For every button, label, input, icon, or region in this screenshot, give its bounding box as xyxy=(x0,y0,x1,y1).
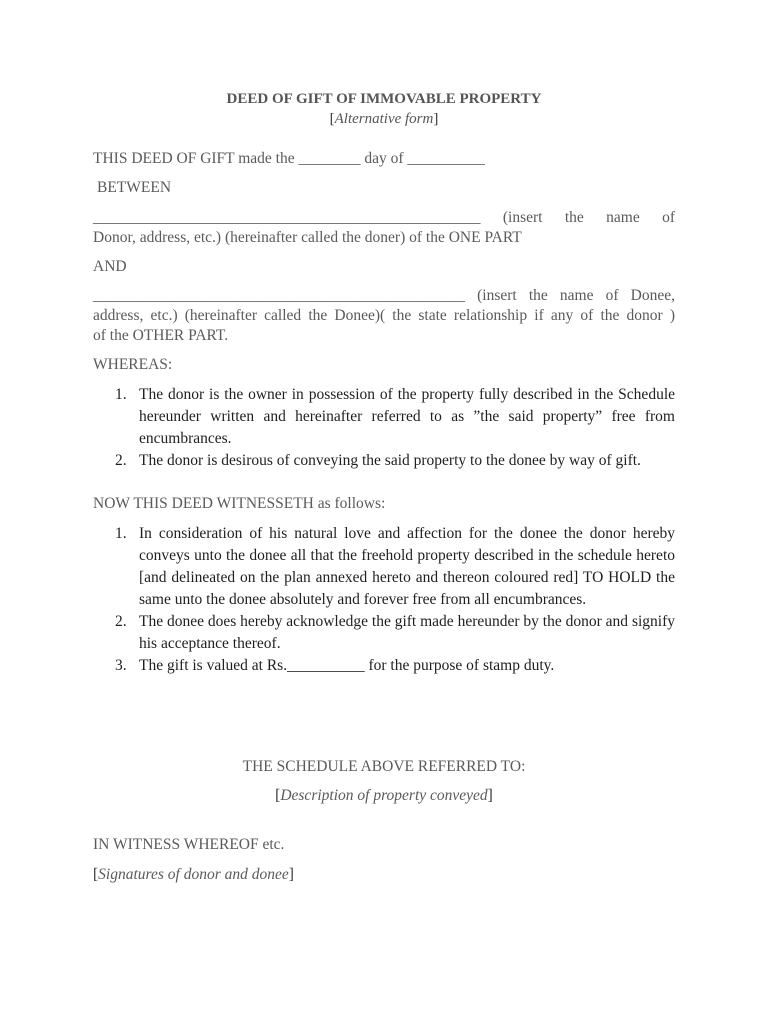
whereas-list xyxy=(93,384,675,472)
and-label: AND xyxy=(93,258,127,275)
donor-line-2: Donor, address, etc.) (hereinafter called the doner) of the ONE PART xyxy=(93,229,522,246)
schedule-desc-text: Description of property conveyed xyxy=(280,787,488,804)
signatures-text: Signatures of donor and donee xyxy=(98,866,289,883)
donor-line-1: __________________________________________________ (insert the name of xyxy=(93,209,675,226)
document-subtitle xyxy=(93,109,675,129)
schedule-close-bracket: ] xyxy=(487,787,493,804)
item-text: In consideration of his natural love and affection for the donee the donor hereby conveys unto the donee all that the freehold property described in the schedule hereto [and delineated on the plan annexed hereto and thereon coloured red] TO HOLD the same unto the donee absolutely and forever free from all encumbrances. xyxy=(139,525,675,608)
intro-line: THIS DEED OF GIFT made the ________ day of __________ xyxy=(93,150,485,167)
list-item xyxy=(93,384,675,450)
document-title: DEED OF GIFT OF IMMOVABLE PROPERTY xyxy=(226,91,542,107)
witness-list xyxy=(93,523,675,677)
item-text: The donor is desirous of conveying the said property to the donee by way of gift. xyxy=(139,452,641,469)
list-item xyxy=(93,523,675,611)
in-witness-line: IN WITNESS WHEREOF etc. xyxy=(93,836,285,853)
list-item xyxy=(93,655,675,677)
list-item xyxy=(93,450,675,472)
witnesseth-heading: NOW THIS DEED WITNESSETH as follows: xyxy=(93,495,386,512)
item-text: The gift is valued at Rs.__________ for the purpose of stamp duty. xyxy=(139,657,555,674)
item-number: 1. xyxy=(115,386,127,403)
subtitle-open-bracket: [ xyxy=(329,111,335,127)
item-number: 1. xyxy=(115,525,127,542)
signatures-line xyxy=(93,865,675,885)
item-text: The donee does hereby acknowledge the gift made hereunder by the donor and signify his acceptance thereof. xyxy=(139,613,675,652)
item-text: The donor is the owner in possession of the property fully described in the Schedule hereunder written and hereinafter referred to as ”the said property” free from encumbrances. xyxy=(139,386,675,447)
donee-line-2: address, etc.) (hereinafter called the Donee)( the state relationship if any of the donor ) xyxy=(93,307,675,324)
subtitle-text: Alternative form xyxy=(334,111,434,127)
signatures-close-bracket: ] xyxy=(288,866,294,883)
item-number: 2. xyxy=(115,613,127,630)
schedule-open-bracket: [ xyxy=(275,787,281,804)
schedule-description xyxy=(93,786,675,806)
donee-line-3: of the OTHER PART. xyxy=(93,327,229,344)
item-number: 2. xyxy=(115,452,127,469)
donee-line-1: ________________________________________________ (insert the name of Donee, xyxy=(93,287,675,304)
list-item xyxy=(93,611,675,655)
signatures-open-bracket: [ xyxy=(93,866,99,883)
whereas-heading: WHEREAS: xyxy=(93,356,173,373)
schedule-heading: THE SCHEDULE ABOVE REFERRED TO: xyxy=(242,758,526,775)
subtitle-close-bracket: ] xyxy=(433,111,439,127)
item-number: 3. xyxy=(115,657,127,674)
between-label: BETWEEN xyxy=(97,179,172,196)
